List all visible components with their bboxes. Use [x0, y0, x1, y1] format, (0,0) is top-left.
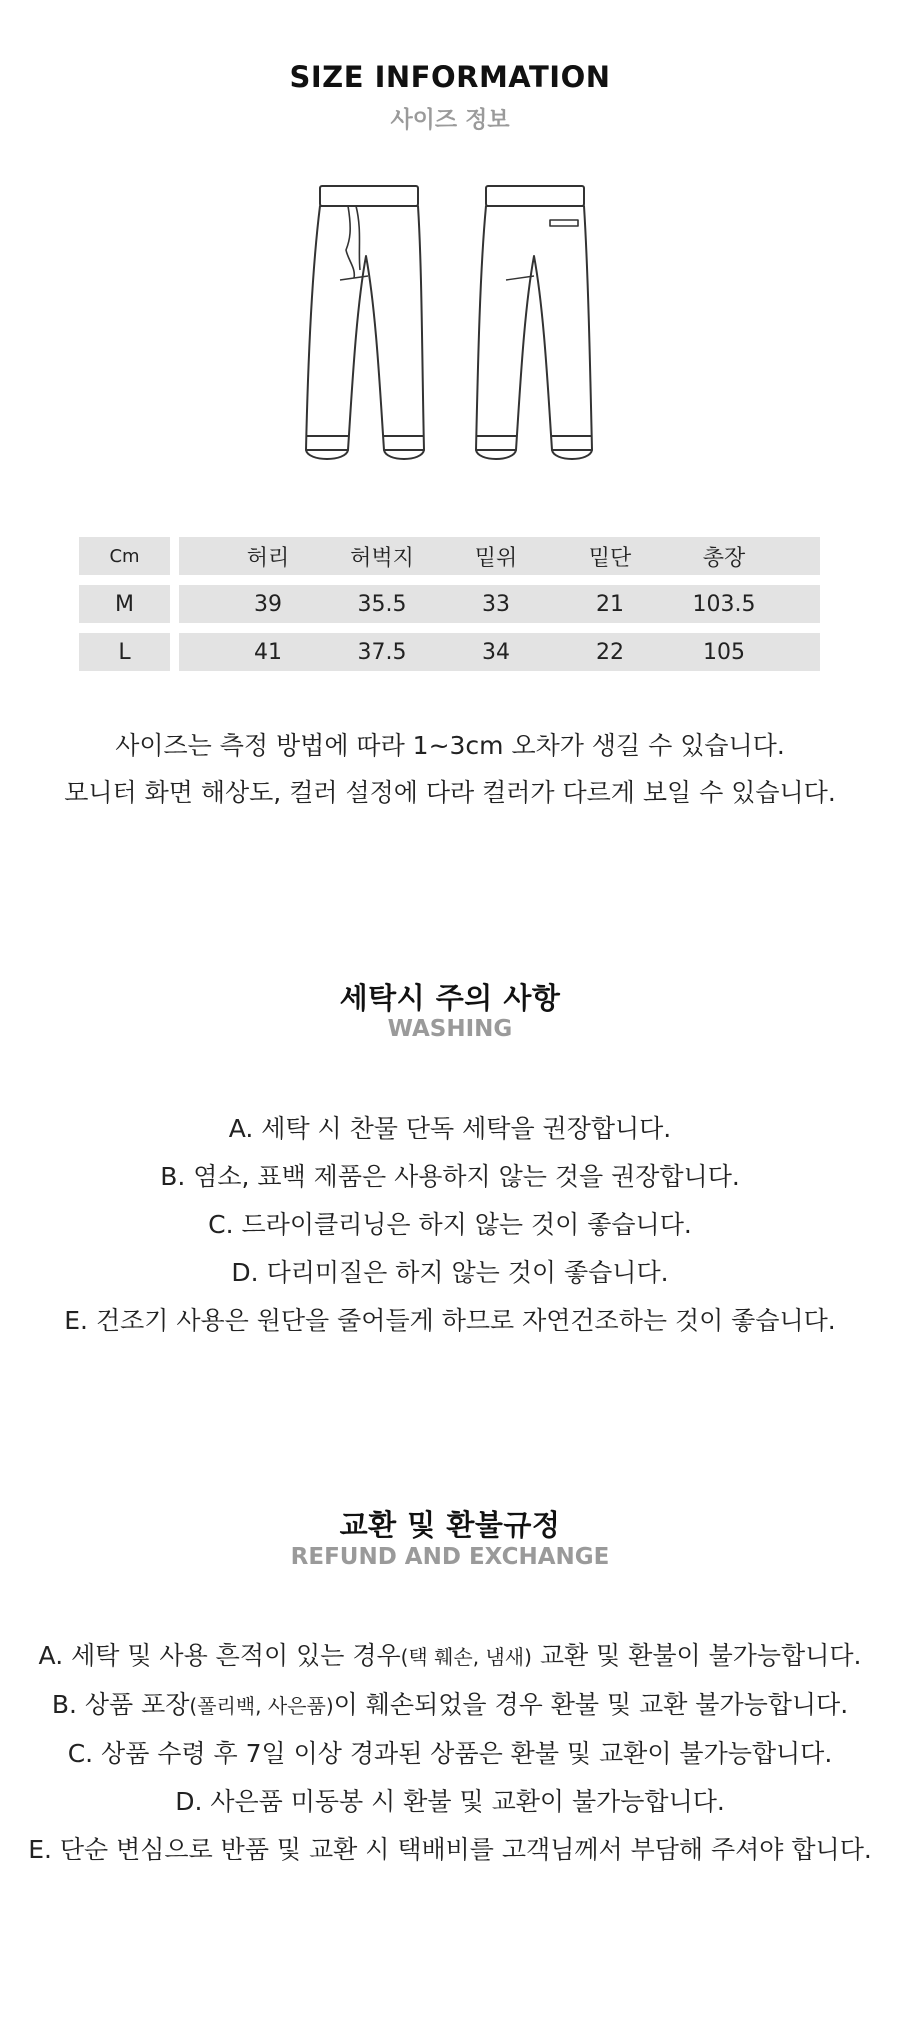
- table-cell: 22: [596, 639, 624, 665]
- header-hem: 밑단: [588, 545, 632, 571]
- header-thigh: 허벅지: [350, 545, 414, 571]
- size-table-row: [79, 633, 820, 671]
- table-cell: 35.5: [357, 591, 407, 617]
- refund-item-b-suffix: 이 훼손되었을 경우 환불 및 교환 불가능합니다.: [333, 1690, 849, 1719]
- list-item: E. 단순 변심으로 반품 및 교환 시 택배비를 고객님께서 부담해 주셔야 합니다.: [28, 1835, 872, 1864]
- table-cell: 21: [596, 591, 624, 617]
- table-cell: 105: [703, 639, 745, 665]
- size-table: [79, 537, 820, 681]
- table-cell: 34: [482, 639, 510, 665]
- size-notes: [0, 722, 900, 816]
- refund-item-a-suffix: 교환 및 환불이 불가능합니다.: [531, 1641, 862, 1670]
- size-table-unit: Cm: [79, 537, 170, 575]
- washing-list: [0, 1105, 900, 1345]
- table-cell: 41: [254, 639, 282, 665]
- table-cell: 33: [482, 591, 510, 617]
- size-table-header-row: [79, 537, 820, 575]
- size-note: 사이즈는 측정 방법에 따라 1~3cm 오차가 생길 수 있습니다.: [115, 731, 785, 760]
- list-item: D. 사은품 미동봉 시 환불 및 교환이 불가능합니다.: [175, 1787, 725, 1816]
- list-item: C. 상품 수령 후 7일 이상 경과된 상품은 환불 및 교환이 불가능합니다.: [67, 1739, 833, 1768]
- refund-item-b-prefix: B. 상품 포장: [51, 1690, 190, 1719]
- size-subtitle: 사이즈 정보: [390, 107, 510, 133]
- washing-title: 세탁시 주의 사항: [339, 981, 561, 1015]
- size-label-l: L: [79, 633, 170, 671]
- list-item: [0, 1632, 900, 1681]
- refund-item-a-prefix: A. 세탁 및 사용 흔적이 있는 경우: [38, 1641, 401, 1670]
- refund-subtitle: REFUND AND EXCHANGE: [290, 1544, 610, 1570]
- table-cell: 103.5: [692, 591, 756, 617]
- size-table-row: [79, 585, 820, 623]
- list-item: A. 세탁 시 찬물 단독 세탁을 권장합니다.: [228, 1114, 672, 1143]
- pants-back-illustration: [460, 180, 610, 480]
- list-item: [0, 1681, 900, 1730]
- refund-title: 교환 및 환불규정: [339, 1508, 561, 1542]
- header-waist: 허리: [246, 545, 290, 571]
- refund-item-b-note: (폴리백, 사은품): [189, 1694, 334, 1718]
- refund-item-a-note: (택 훼손, 냄새): [400, 1645, 532, 1669]
- header-length: 총장: [702, 545, 746, 571]
- list-item: E. 건조기 사용은 원단을 줄어들게 하므로 자연건조하는 것이 좋습니다.: [64, 1306, 836, 1335]
- washing-subtitle: WASHING: [387, 1016, 513, 1042]
- list-item: C. 드라이클리닝은 하지 않는 것이 좋습니다.: [208, 1210, 692, 1239]
- list-item: D. 다리미질은 하지 않는 것이 좋습니다.: [231, 1258, 669, 1287]
- list-item: B. 염소, 표백 제품은 사용하지 않는 것을 권장합니다.: [160, 1162, 740, 1191]
- refund-list: [0, 1632, 900, 1874]
- size-label-m: M: [79, 585, 170, 623]
- size-note: 모니터 화면 해상도, 컬러 설정에 다라 컬러가 다르게 보일 수 있습니다.: [64, 778, 836, 807]
- size-title: SIZE INFORMATION: [289, 60, 611, 94]
- table-cell: 39: [254, 591, 282, 617]
- table-cell: 37.5: [357, 639, 407, 665]
- header-rise: 밑위: [474, 545, 518, 571]
- pants-front-illustration: [290, 180, 440, 480]
